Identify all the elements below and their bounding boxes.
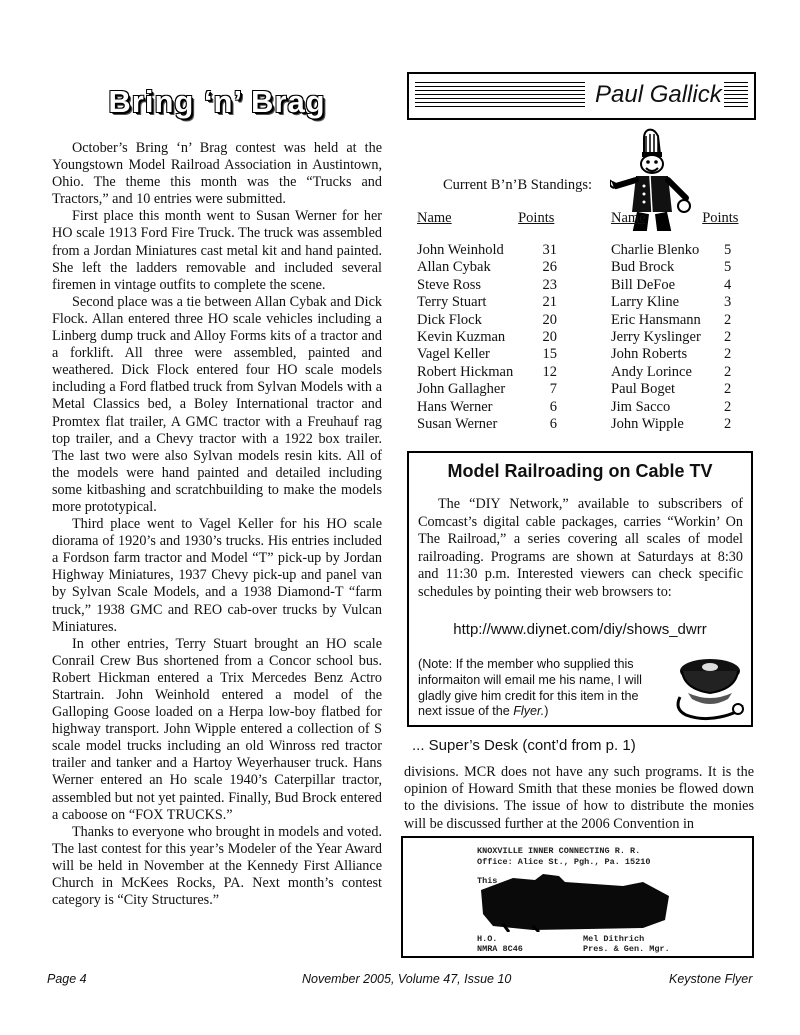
standings-row (611, 277, 741, 294)
entrant-points: 2 (724, 311, 732, 328)
entrant-name: Jim Sacco (611, 398, 671, 415)
standings-row (417, 399, 557, 416)
entrant-points: 21 (542, 294, 557, 311)
railroad-letterhead-image (401, 836, 754, 958)
letterhead-nmra-number: NMRA 8C46 (477, 944, 523, 954)
entrant-points: 23 (542, 276, 557, 293)
entrant-points: 2 (724, 363, 732, 380)
entrant-name: Dick Flock (417, 311, 482, 328)
entrant-name: Jerry Kyslinger (611, 328, 701, 345)
entrant-name: John Gallagher (417, 381, 506, 398)
entrant-name: Eric Hansmann (611, 311, 701, 328)
entrant-name: Larry Kline (611, 294, 680, 311)
cable-tv-note (418, 657, 658, 720)
standings-table-left (417, 210, 557, 433)
entrant-points: 20 (542, 311, 557, 328)
entrant-name: Kevin Kuzman (417, 328, 506, 345)
entrant-points: 2 (724, 381, 732, 398)
letterhead-office-address: Office: Alice St., Pgh., Pa. 15210 (477, 857, 651, 867)
letterhead-scale: H.O. (477, 934, 498, 944)
entrant-points: 6 (549, 398, 557, 415)
entrant-name: Steve Ross (417, 276, 482, 293)
entrant-name: Charlie Blenko (611, 242, 700, 258)
entrant-points: 2 (724, 398, 732, 415)
standings-row (611, 312, 741, 329)
entrant-points: 12 (542, 363, 557, 380)
standings-row (417, 416, 557, 433)
decorative-rules (415, 82, 585, 110)
standings-row (611, 364, 741, 381)
standings-row (417, 259, 557, 276)
cable-tv-heading: Model Railroading on Cable TV (447, 461, 713, 481)
standings-title: Current B’n’B Standings: (443, 177, 593, 193)
entrant-points: 5 (724, 259, 732, 276)
letterhead-owner-title: Pres. & Gen. Mgr. (583, 944, 670, 954)
standings-row (417, 294, 557, 311)
standings-row (611, 416, 741, 433)
author-byline-box (407, 72, 756, 120)
letterhead-owner-name: Mel Dithrich (583, 934, 645, 944)
supers-desk-heading: ... Super’s Desk (cont’d from p. 1) (412, 737, 636, 754)
entrant-points: 2 (724, 328, 732, 345)
note-text: (Note: If the member who supplied this informaiton will email me his name, I will gladly give him credit for this item in the next issue of the (418, 657, 642, 719)
entrant-name: Susan Werner (417, 415, 498, 432)
standings-row (611, 259, 741, 276)
standings-row (417, 312, 557, 329)
article-body (52, 140, 382, 909)
entrant-points: 15 (542, 346, 557, 363)
standings-row (611, 329, 741, 346)
standings-row (417, 277, 557, 294)
note-flyer-italic: Flyer. (513, 704, 545, 719)
cable-tv-body: The “DIY Network,” available to subscribers of Comcast’s digital cable packages, carries “Workin’ On The Railroad,” a series covering all scales of model railroading. Programs are shown at Saturdays at 8:30 and 11:30 p.m. Interested viewers can check specific schedules by pointing their web browsers to: (418, 496, 743, 600)
standings-row (417, 242, 557, 259)
column-header-points: Points (518, 210, 555, 226)
letterhead-this: This (477, 876, 498, 886)
column-header-points: Points (702, 210, 739, 226)
footer-issue-info: November 2005, Volume 47, Issue 10 (302, 972, 512, 986)
conductor-cap-illustration (672, 649, 748, 723)
footer-page-number: Page 4 (47, 972, 87, 986)
standings-row (611, 381, 741, 398)
article-paragraph: Third place went to Vagel Keller for his HO scale diorama of 1920’s and 1930’s trucks. His entries included a Fordson farm tractor and Model “T” pick-up by Jordan Highway Miniatures, 1937 Chevy pick-up and panel van by Sylvan Scale Models, and a 1938 Diamond-T “farm truck,” 1938 GMC and REO cab-over trucks by Vulcan Miniatures. (52, 516, 382, 635)
standings-row (417, 364, 557, 381)
entrant-name: Paul Boget (611, 381, 676, 398)
entrant-points: 6 (549, 415, 557, 432)
entrant-points: 3 (724, 294, 732, 311)
standings-row (611, 242, 741, 259)
entrant-name: Vagel Keller (417, 346, 490, 363)
supers-desk-body: divisions. MCR does not have any such programs. It is the opinion of Howard Smith that these monies be flowed down to the divisions. The issue of how to distribute the monies will be discussed further at the 2006 Convention in (404, 764, 754, 832)
letterhead-railroad-name: KNOXVILLE INNER CONNECTING R. R. (477, 846, 641, 856)
entrant-name: Bill DeFoe (611, 276, 676, 293)
entrant-points: 20 (542, 328, 557, 345)
note-close: ) (544, 704, 549, 719)
standings-row (611, 399, 741, 416)
locomotive-silhouette (473, 870, 673, 932)
standings-row (417, 329, 557, 346)
entrant-points: 4 (724, 276, 732, 293)
standings-row (417, 381, 557, 398)
article-paragraph: In other entries, Terry Stuart brought an HO scale Conrail Crew Bus shortened from a Concor school bus. Robert Hickman entered a Trix Mercedes Benz Actro Startrain. John Weinhold entered a model of the Galloping Goose loaded on a Herpa low-boy flatbed for highway transport. John Wipple entered a collection of S scale model trucks including an old Winross red tractor trailer and tanker and a Hartoy Weyerhauser truck. Hans Werner entered an Ho scale 1940’s Caterpillar tractor, assembled but not yet painted. Finally, Bud Brock entered a caboose on “FOX TRUCKS.” (52, 635, 382, 823)
author-name: Paul Gallick (591, 81, 726, 109)
column-header-name: Name (417, 210, 452, 226)
standings-table-right (611, 210, 741, 433)
article-paragraph: Second place was a tie between Allan Cybak and Dick Flock. Allan entered three HO scale vehicles including a Linberg dump truck and Alloy Forms kits of a tractor and a forklift. All three were assembled, painted and weathered. Dick Flock entered four HO scale models including a Ford flatbed truck from Sylvan Models with a Metal Classics bed, a Boley International tractor and Promtex flat trailer, A GMC tractor with a Freuhauf rag top trailer, and a Chevy tractor with a 1922 box trailer. The last two were also Sylvan models resin kits. All of the models were hand painted and detailed including some kitbashing and scratchbuilding to make the models more prototypical. (52, 293, 382, 515)
entrant-points: 31 (542, 242, 557, 258)
entrant-name: Bud Brock (611, 259, 675, 276)
entrant-points: 5 (724, 242, 732, 258)
entrant-points: 7 (549, 381, 557, 398)
left-column (52, 72, 382, 909)
entrant-name: Terry Stuart (417, 294, 487, 311)
entrant-name: Robert Hickman (417, 363, 514, 380)
article-paragraph: October’s Bring ‘n’ Brag contest was held at the Youngstown Model Railroad Association in Austintown, Ohio. The theme this month was the “Trucks and Tractors,” and 10 entries were submitted. (52, 140, 382, 208)
entrant-points: 26 (542, 259, 557, 276)
standings-row (611, 346, 741, 363)
standings-header (611, 210, 741, 242)
entrant-points: 2 (724, 346, 732, 363)
decorative-rules (724, 82, 748, 110)
standings-row (417, 346, 557, 363)
cable-tv-sidebar-box (407, 451, 753, 727)
entrant-name: John Wipple (611, 415, 684, 432)
article-paragraph: Thanks to everyone who brought in models and voted. The last contest for this year’s Modeler of the Year Award will be held in November at the Kennedy First Alliance Church in McKees Rocks, PA. Next month’s contest category is “City Structures.” (52, 823, 382, 909)
standings-row (611, 294, 741, 311)
entrant-name: Andy Lorince (611, 363, 692, 380)
entrant-name: Allan Cybak (417, 259, 491, 276)
entrant-name: John Roberts (611, 346, 688, 363)
column-header-name: Name (611, 210, 646, 226)
diynet-url-link[interactable]: http://www.diynet.com/diy/shows_dwrr (453, 620, 707, 638)
article-title: Bring ‘n’ Brag (108, 84, 326, 119)
standings-header (417, 210, 557, 242)
entrant-name: Hans Werner (417, 398, 493, 415)
footer-publication-name: Keystone Flyer (669, 972, 753, 986)
entrant-name: John Weinhold (417, 242, 504, 258)
article-paragraph: First place this month went to Susan Werner for her HO scale 1913 Ford Fire Truck. The truck was assembled from a Jordan Miniatures cast metal kit and hand painted. She left the ladders removable and included several firemen in vintage outfits to complete the scene. (52, 208, 382, 293)
entrant-points: 2 (724, 415, 732, 432)
